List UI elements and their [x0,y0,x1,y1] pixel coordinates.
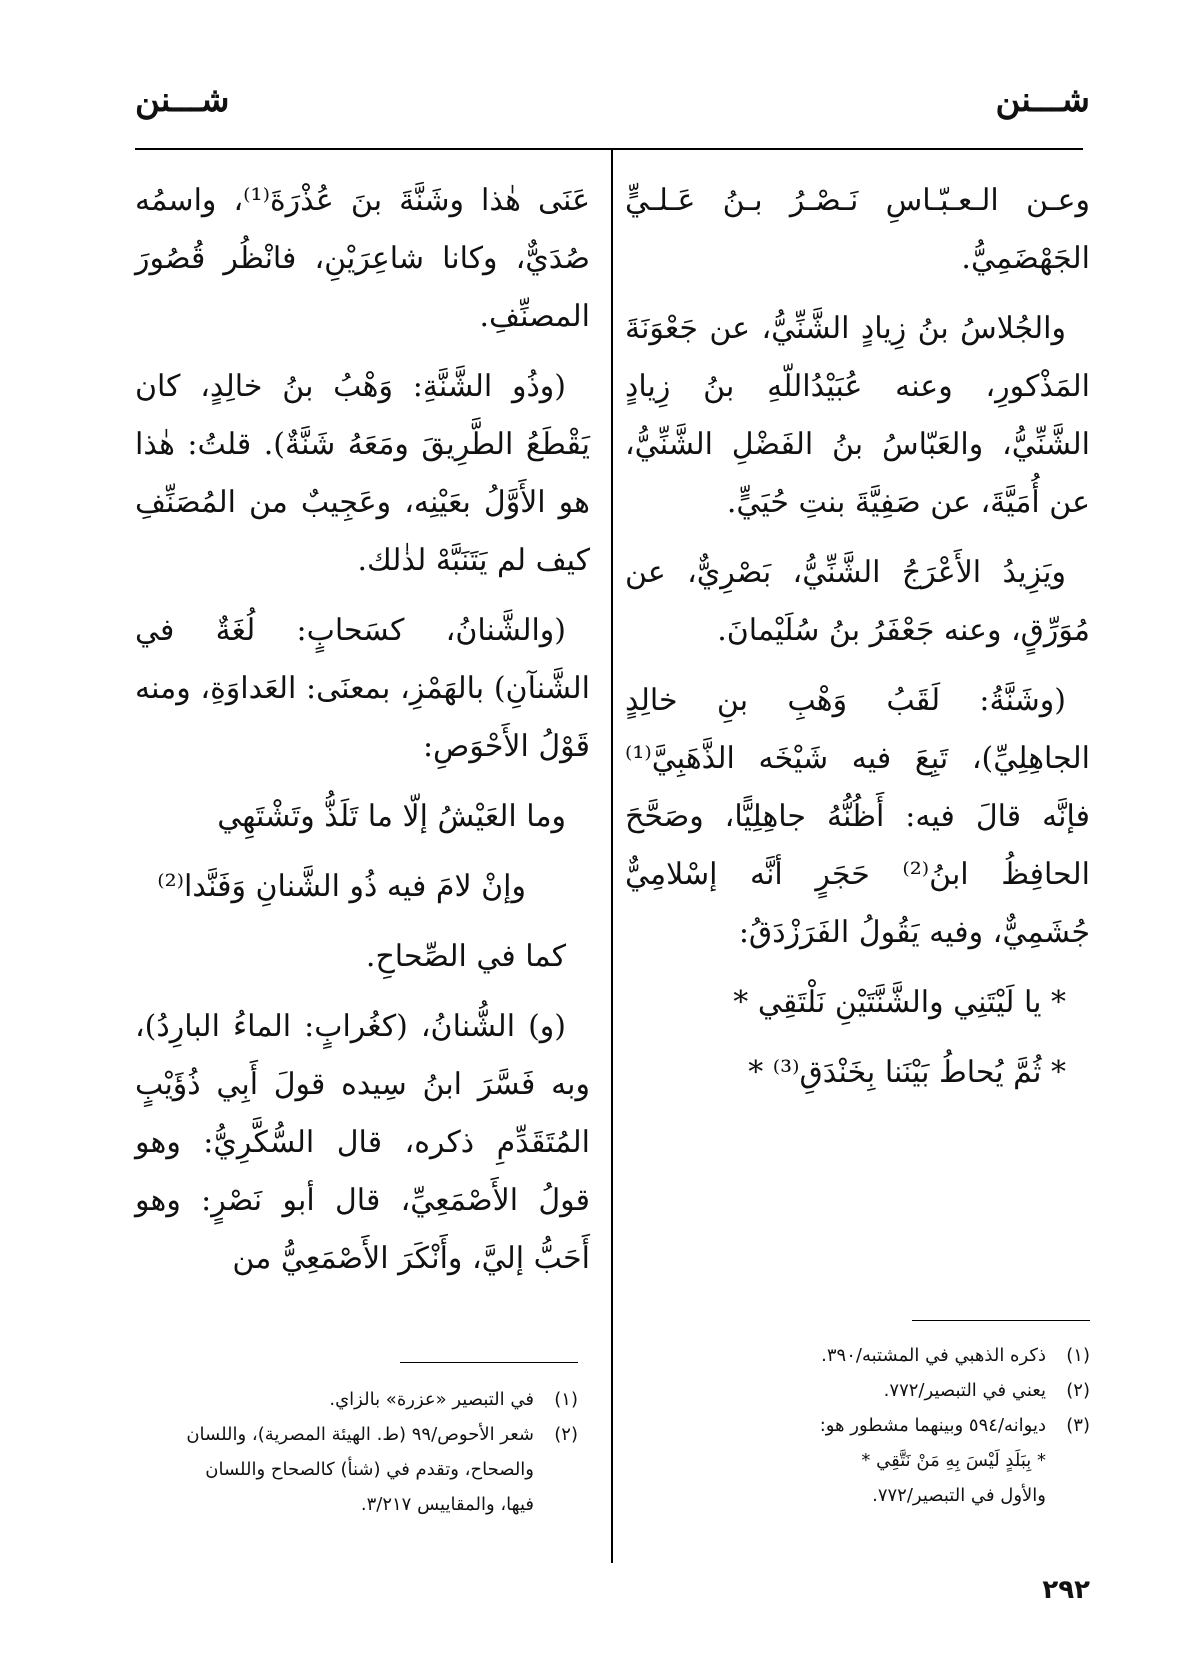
verse-line: وإنْ لامَ فيه ذُو الشَّنانِ وَفَنَّدا⁽²⁾ [157,869,526,904]
paragraph: ويَزِيدُ الأَعْرَجُ الشَّنِّيُّ، بَصْرِيٌّ، عن مُوَرِّقٍ، وعنه جَعْفَرُ بنُ سُلَيْمانَ. [625,555,1090,648]
footnote-rule [400,1362,578,1363]
paragraph: وعـن الـعـبّـاسِ نَـصْـرُ بـنُ عَـلـيٍّ الجَهْضَمِيُّ. [625,183,1090,276]
footnote-text: شعر الأحوص/٩٩ (ط. الهيئة المصرية)، واللسان [186,1424,534,1445]
footnote [150,1382,578,1417]
footnote-text: ذكره الذهبي في المشتبه/٣٩٠. [821,1345,1046,1366]
running-header-left: شـــنن [135,80,230,120]
footnote-continuation: فيها، والمقاييس ٣/٢١٧. [360,1494,534,1515]
column-divider [611,148,613,1563]
footnote-continuation: والصحاح، وتقدم في (شنأ) كالصحاح واللسان [205,1459,534,1480]
paragraph: (و) الشُّنانُ، (كغُرابٍ: الماءُ البارِدُ)، وبه فَسَّرَ ابنُ سِيده قولَ أَبِي ذُؤَيْبٍ المُتَقَدِّمِ ذكره، قال السُّكَّرِيُّ: وهو قولُ الأَصْمَعِيِّ، قال أبو نَصْرٍ: وهو أَحَبُّ إليَّ، وأَنْكَرَ الأَصْمَعِيُّ من [135,1009,590,1276]
footnote-continuation: والأول في التبصير/٧٧٢. [872,1485,1046,1506]
verse-line: * يا لَيْتَنِي والشَّنَّتَيْنِ نَلْتَقِي * [733,985,1066,1020]
verse-line: * ثُمَّ يُحاطُ بَيْنَنا بِخَنْدَقِ⁽³⁾ * [748,1055,1066,1090]
footnote-text: ديوانه/٥٩٤ وبينهما مشطور هو: [819,1415,1046,1436]
paragraph: عَنَى هٰذا وشَنَّةَ بنَ عُذْرَةَ⁽¹⁾، واسمُه صُدَيٌّ، وكانا شاعِرَيْنِ، فانْظُر قُصُورَ المصنِّفِ. [135,183,590,334]
footnote-number: (١) [1066,1345,1090,1366]
footnote-number: (١) [554,1389,578,1410]
footnote-text: في التبصير «عزرة» بالزاي. [329,1389,534,1410]
footnote [650,1373,1090,1408]
footnote [150,1417,578,1452]
header-rule [135,148,1083,150]
footnote-text: يعني في التبصير/٧٧٢. [883,1380,1046,1401]
paragraph: والجُلاسُ بنُ زِيادٍ الشَّنِّيُّ، عن جَعْوَنَةَ المَذْكورِ، وعنه عُبَيْدُاللّهِ بنُ زِيادٍ الشَّنِّيُّ، والعَبّاسُ بنُ الفَضْلِ الشَّنِّيُّ، عن أُمَيَّةَ، عن صَفِيَّةَ بنتِ حُيَيٍّ. [625,311,1090,520]
paragraph: (وذُو الشَّنَّةِ: وَهْبُ بنُ خالِدٍ، كان يَقْطَعُ الطَّرِيقَ ومَعَهُ شَنَّةٌ). قلتُ: هٰذا هو الأَوَّلُ بعَيْنِه، وعَجِيبٌ من المُصَنِّفِ كيف لم يَتَنَبَّهْ لذٰلك. [135,369,590,578]
footnote-number: (٢) [554,1424,578,1445]
footnote-rule [912,1320,1090,1321]
footnote [650,1408,1090,1443]
running-header-right: شـــنن [995,80,1090,120]
paragraph: (وشَنَّةُ: لَقَبُ وَهْبِ بنِ خالِدٍ الجاهِلِيِّ)، تَبِعَ فيه شَيْخَه الذَّهَبِيَّ⁽¹⁾ فإنَّه قالَ فيه: أَظُنُّهُ جاهِلِيًّا، وصَحَّحَ الحافِظُ ابنُ⁽²⁾ حَجَرٍ أنَّه إسْلامِيٌّ جُشَمِيٌّ، وفيه يَقُولُ الفَرَزْدَقُ: [625,683,1090,950]
footnotes-left [150,1382,578,1522]
footnotes-right [650,1338,1090,1513]
footnote-number: (٢) [1066,1380,1090,1401]
right-column [625,172,1090,1114]
footnote-number: (٣) [1066,1415,1090,1436]
verse-line: وما العَيْشُ إلّا ما تَلَذُّ وتَشْتَهِي [217,799,566,834]
left-column [135,172,590,1300]
footnote-verse: * بِبَلَدٍ لَيْسَ بِهِ مَنْ نَتَّقِي * [861,1450,1046,1471]
footnote [650,1338,1090,1373]
paragraph: كما في الصِّحاحِ. [365,939,566,974]
paragraph: (والشَّنانُ، كسَحابٍ: لُغَةٌ في الشَّنآنِ) بالهَمْزِ، بمعنَى: العَداوَةِ، ومنه قَوْلُ الأَحْوَصِ: [135,613,590,764]
page-number: ٢٩٢ [1042,1575,1090,1605]
